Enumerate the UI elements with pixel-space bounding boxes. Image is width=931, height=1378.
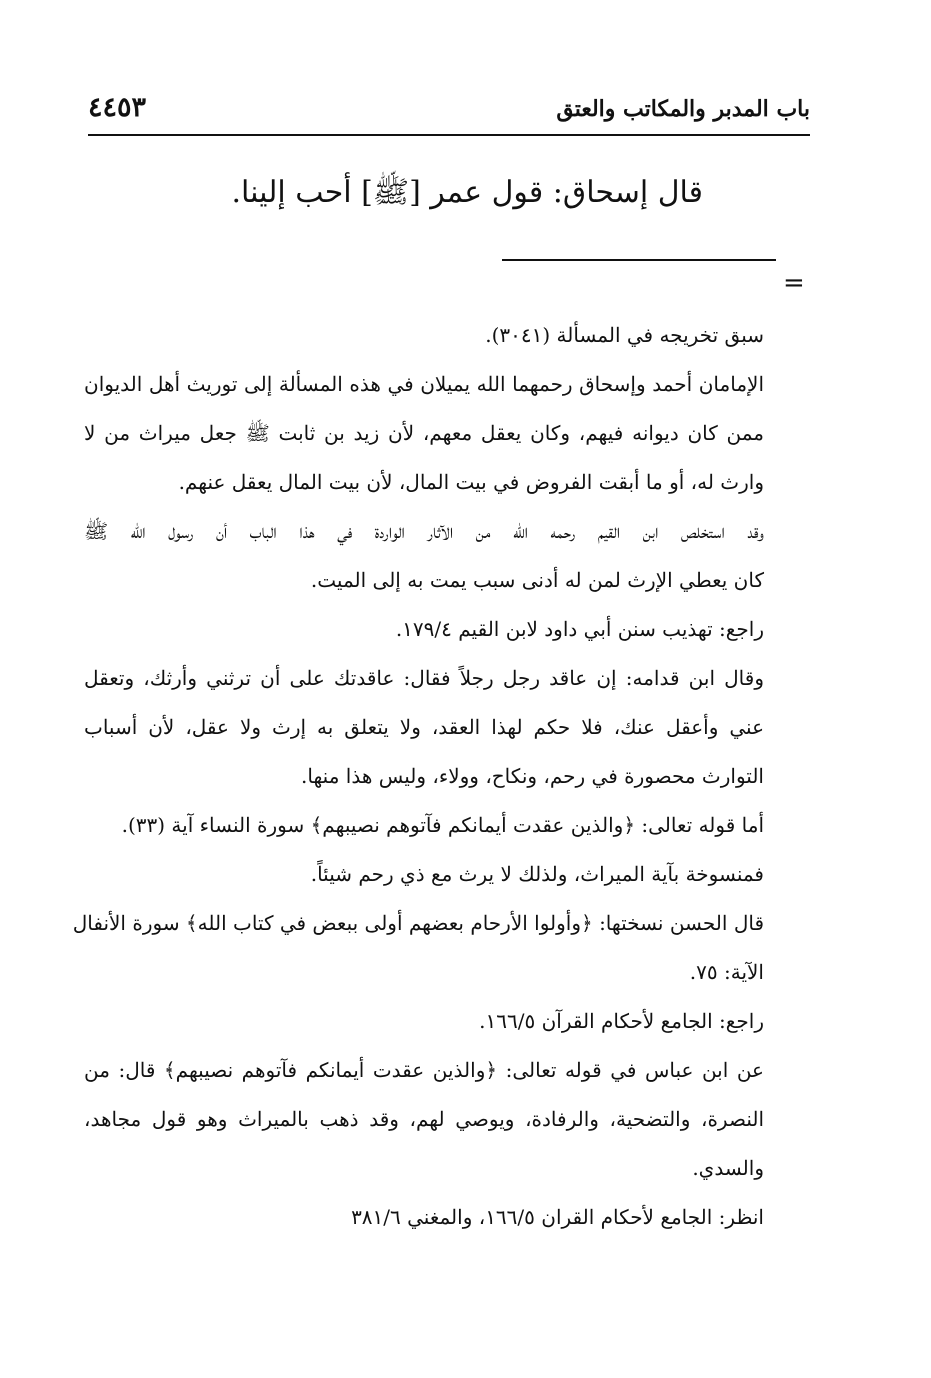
footnote-line: عن ابن عباس في قوله تعالى: ﴿والذين عقدت أيمانكم فآتوهم نصيبهم﴾ قال: من	[84, 1058, 764, 1082]
footnote-line: راجع: تهذيب سنن أبي داود لابن القيم ١٧٩/٤.	[395, 617, 764, 641]
footnote-line: ممن كان ديوانه فيهم، وكان يعقل معهم، لأن زيد بن ثابت ﷺ جعل ميراث من لا	[84, 421, 764, 445]
footnote-line: سبق تخريجه في المسألة (٣٠٤١).	[485, 323, 764, 347]
footnote-line: فمنسوخة بآية الميراث، ولذلك لا يرث مع ذي رحم شيئاً.	[310, 862, 764, 886]
footnote-line: وقد استخلص ابن القيم رحمه الله من الآثار الواردة في هذا الباب أن رسول الله ﷺ	[84, 519, 764, 543]
footnote-continuation-mark: =	[783, 268, 805, 298]
footnote-line: عني وأعقل عنك، فلا حكم لهذا العقد، ولا يتعلق به إرث ولا عقل، لأن أسباب	[84, 715, 765, 739]
running-header	[88, 86, 810, 132]
footnote-line: أما قوله تعالى: ﴿والذين عقدت أيمانكم فآتوهم نصيبهم﴾ سورة النساء آية (٣٣).	[121, 813, 764, 837]
footnote-line: التوارث محصورة في رحم، ونكاح، وولاء، وليس هذا منها.	[301, 764, 764, 788]
footnote-line: قال الحسن نسختها: ﴿وأولوا الأرحام بعضهم أولى ببعض في كتاب الله﴾ سورة الأنفال	[72, 911, 764, 935]
running-title: باب المدبر والمكاتب والعتق	[556, 96, 810, 122]
header-rule	[88, 134, 810, 136]
page-number: ٤٤٥٣	[88, 92, 147, 123]
footnote-line: وقال ابن قدامه: إن عاقد رجل رجلاً فقال: عاقدتك على أن ترثني وأرثك، وتعقل	[84, 666, 764, 690]
footnote-separator	[502, 259, 776, 261]
footnote-line: الإمامان أحمد وإسحاق رحمهما الله يميلان في هذه المسألة إلى توريث أهل الديوان	[84, 372, 764, 396]
footnote-line: راجع: الجامع لأحكام القرآن ١٦٦/٥.	[479, 1009, 764, 1033]
footnote-line: النصرة، والتضحية، والرفادة، ويوصي لهم، وقد ذهب بالميراث وهو قول مجاهد،	[84, 1107, 764, 1131]
footnote-line: انظر: الجامع لأحكام القران ١٦٦/٥، والمغني ٣٨١/٦	[351, 1205, 764, 1229]
main-text: قال إسحاق: قول عمر [ﷺ] أحب إلينا.	[231, 175, 703, 210]
footnote-line: وارث له، أو ما أبقت الفروض في بيت المال، لأن بيت المال يعقل عنهم.	[178, 470, 764, 494]
footnote-line: والسدي.	[692, 1156, 764, 1180]
footnotes	[72, 311, 765, 1242]
footnote-line: الآية: ٧٥.	[689, 960, 764, 984]
footnote-line: كان يعطي الإرث لمن له أدنى سبب يمت به إلى الميت.	[310, 568, 764, 592]
